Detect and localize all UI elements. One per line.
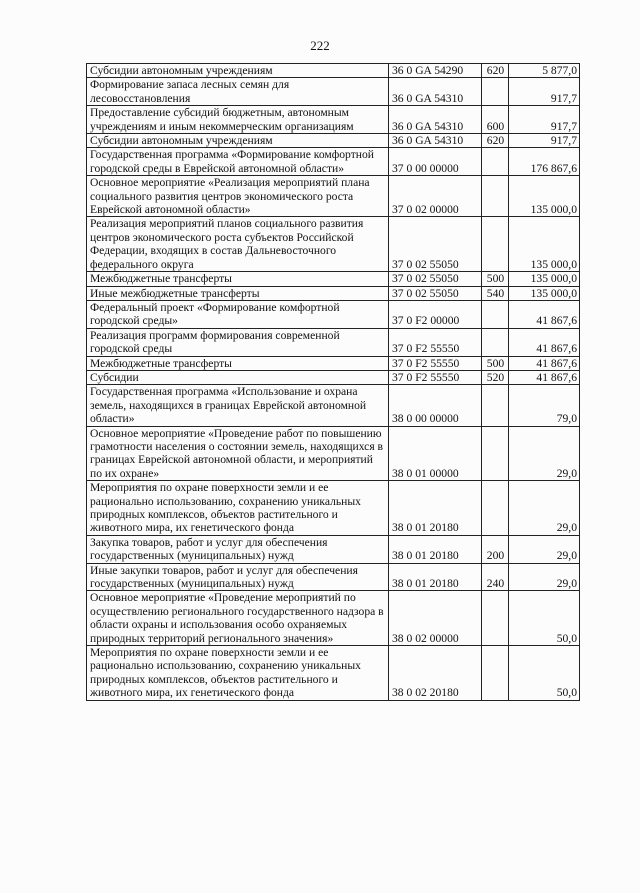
row-name-text: Иные межбюджетные трансферты	[90, 286, 260, 300]
row-name	[87, 134, 389, 148]
row-amount: 41 867,6	[509, 300, 580, 328]
row-code: 37 0 F2 55550	[389, 370, 482, 384]
row-expense-type	[482, 148, 509, 176]
row-expense-type: 520	[482, 370, 509, 384]
row-code: 38 0 01 20180	[389, 535, 482, 563]
row-code: 38 0 00 00000	[389, 385, 482, 426]
row-name-text: Основное мероприятие «Проведение работ по повышению грамотности населения о состоянии земель, находящихся в границах Еврейской автономной области, и мероприятий по их охране»	[90, 426, 384, 480]
table-row	[87, 106, 580, 134]
row-code: 38 0 01 20180	[389, 563, 482, 591]
row-name	[87, 176, 389, 217]
row-name-text: Формирование запаса лесных семян для лесовосстановления	[90, 78, 290, 105]
row-name	[87, 426, 389, 481]
row-name	[87, 481, 389, 536]
row-expense-type	[482, 591, 509, 646]
budget-table	[86, 63, 580, 701]
row-expense-type: 200	[482, 535, 509, 563]
row-name-text: Государственная программа «Использование и охрана земель, находящихся в границах Еврейской автономной области»	[90, 385, 367, 426]
row-name-text: Мероприятия по охране поверхности земли и ее рационально использованию, сохранению уникальных природных комплексов, объектов растительного и животного мира, их генетического фонда	[90, 646, 361, 700]
row-amount: 135 000,0	[509, 217, 580, 272]
table-row	[87, 217, 580, 272]
row-name	[87, 64, 389, 78]
row-amount: 50,0	[509, 591, 580, 646]
row-expense-type	[482, 78, 509, 106]
row-name-text: Межбюджетные трансферты	[90, 356, 232, 370]
row-amount: 176 867,6	[509, 148, 580, 176]
table-row	[87, 176, 580, 217]
row-amount: 917,7	[509, 106, 580, 134]
row-amount: 5 877,0	[509, 64, 580, 78]
table-row	[87, 426, 580, 481]
table-row	[87, 328, 580, 356]
row-name	[87, 591, 389, 646]
table-row	[87, 300, 580, 328]
table-row	[87, 535, 580, 563]
row-name	[87, 370, 389, 384]
row-code: 37 0 02 55050	[389, 217, 482, 272]
row-name	[87, 106, 389, 134]
row-expense-type: 240	[482, 563, 509, 591]
row-name-text: Федеральный проект «Формирование комфортной городской среды»	[90, 300, 340, 328]
table-row	[87, 64, 580, 78]
table-row	[87, 78, 580, 106]
row-name	[87, 78, 389, 106]
row-code: 38 0 02 00000	[389, 591, 482, 646]
row-name-text: Иные закупки товаров, работ и услуг для обеспечения государственных (муниципальных) нужд	[90, 563, 358, 591]
row-expense-type: 500	[482, 356, 509, 370]
row-name	[87, 356, 389, 370]
row-name-text: Основное мероприятие «Реализация мероприятий плана социального развития центров экономического роста Еврейской автономной области»	[90, 176, 370, 217]
table-row	[87, 356, 580, 370]
row-expense-type: 540	[482, 286, 509, 300]
row-expense-type	[482, 300, 509, 328]
row-name	[87, 328, 389, 356]
row-amount: 29,0	[509, 535, 580, 563]
table-row	[87, 286, 580, 300]
table-row	[87, 148, 580, 176]
row-code: 36 0 GA 54310	[389, 78, 482, 106]
row-amount: 79,0	[509, 385, 580, 426]
row-amount: 29,0	[509, 481, 580, 536]
row-name	[87, 286, 389, 300]
row-code: 37 0 00 00000	[389, 148, 482, 176]
row-name-text: Межбюджетные трансферты	[90, 272, 232, 286]
row-amount: 41 867,6	[509, 370, 580, 384]
row-expense-type	[482, 426, 509, 481]
table-row	[87, 591, 580, 646]
table-row	[87, 370, 580, 384]
row-expense-type	[482, 646, 509, 701]
row-name	[87, 217, 389, 272]
row-code: 37 0 02 55050	[389, 272, 482, 286]
row-name	[87, 385, 389, 426]
row-expense-type	[482, 385, 509, 426]
row-name-text: Предоставление субсидий бюджетным, автономным учреждениям и иным некоммерческим организациям	[90, 106, 354, 133]
row-name	[87, 563, 389, 591]
row-amount: 135 000,0	[509, 286, 580, 300]
row-amount: 41 867,6	[509, 356, 580, 370]
row-expense-type	[482, 217, 509, 272]
row-name-text: Мероприятия по охране поверхности земли и ее рационально использованию, сохранению уникальных природных комплексов, объектов растительного и животного мира, их генетического фонда	[90, 481, 361, 535]
row-expense-type: 620	[482, 134, 509, 148]
row-name	[87, 646, 389, 701]
row-name-text: Субсидии	[90, 370, 139, 384]
row-name-text: Государственная программа «Формирование комфортной городской среды в Еврейской автономной области»	[90, 148, 374, 175]
row-code: 37 0 F2 55550	[389, 356, 482, 370]
row-name	[87, 300, 389, 328]
row-code: 37 0 02 55050	[389, 286, 482, 300]
row-code: 38 0 02 20180	[389, 646, 482, 701]
row-name	[87, 148, 389, 176]
table-row	[87, 646, 580, 701]
row-code: 38 0 01 20180	[389, 481, 482, 536]
table-row	[87, 481, 580, 536]
row-name	[87, 535, 389, 563]
row-amount: 917,7	[509, 134, 580, 148]
row-expense-type	[482, 176, 509, 217]
row-expense-type: 600	[482, 106, 509, 134]
row-amount: 135 000,0	[509, 176, 580, 217]
row-amount: 50,0	[509, 646, 580, 701]
row-code: 37 0 F2 55550	[389, 328, 482, 356]
row-name-text: Субсидии автономным учреждениям	[90, 134, 273, 148]
row-amount: 135 000,0	[509, 272, 580, 286]
table-row	[87, 134, 580, 148]
row-expense-type: 620	[482, 64, 509, 78]
table-row	[87, 272, 580, 286]
row-expense-type	[482, 481, 509, 536]
table-row	[87, 385, 580, 426]
row-code: 37 0 02 00000	[389, 176, 482, 217]
row-amount: 29,0	[509, 426, 580, 481]
row-name-text: Субсидии автономным учреждениям	[90, 64, 273, 77]
row-expense-type	[482, 328, 509, 356]
page-number: 222	[310, 38, 330, 53]
row-name-text: Основное мероприятие «Проведение мероприятий по осуществлению регионального государственного надзора в области охраны и использования особо охраняемых природных территорий регионального значения»	[90, 591, 384, 645]
row-name	[87, 272, 389, 286]
row-amount: 29,0	[509, 563, 580, 591]
row-amount: 41 867,6	[509, 328, 580, 356]
row-code: 36 0 GA 54290	[389, 64, 482, 78]
row-code: 37 0 F2 00000	[389, 300, 482, 328]
table-row	[87, 563, 580, 591]
row-name-text: Реализация программ формирования современной городской среды	[90, 328, 340, 356]
row-code: 36 0 GA 54310	[389, 134, 482, 148]
row-expense-type: 500	[482, 272, 509, 286]
row-code: 36 0 GA 54310	[389, 106, 482, 134]
row-name-text: Закупка товаров, работ и услуг для обеспечения государственных (муниципальных) нужд	[90, 535, 328, 563]
row-code: 38 0 01 00000	[389, 426, 482, 481]
row-name-text: Реализация мероприятий планов социального развития центров экономического роста субъектов Российской Федерации, входящих в состав Дальневосточного федерального округа	[90, 217, 364, 271]
row-amount: 917,7	[509, 78, 580, 106]
